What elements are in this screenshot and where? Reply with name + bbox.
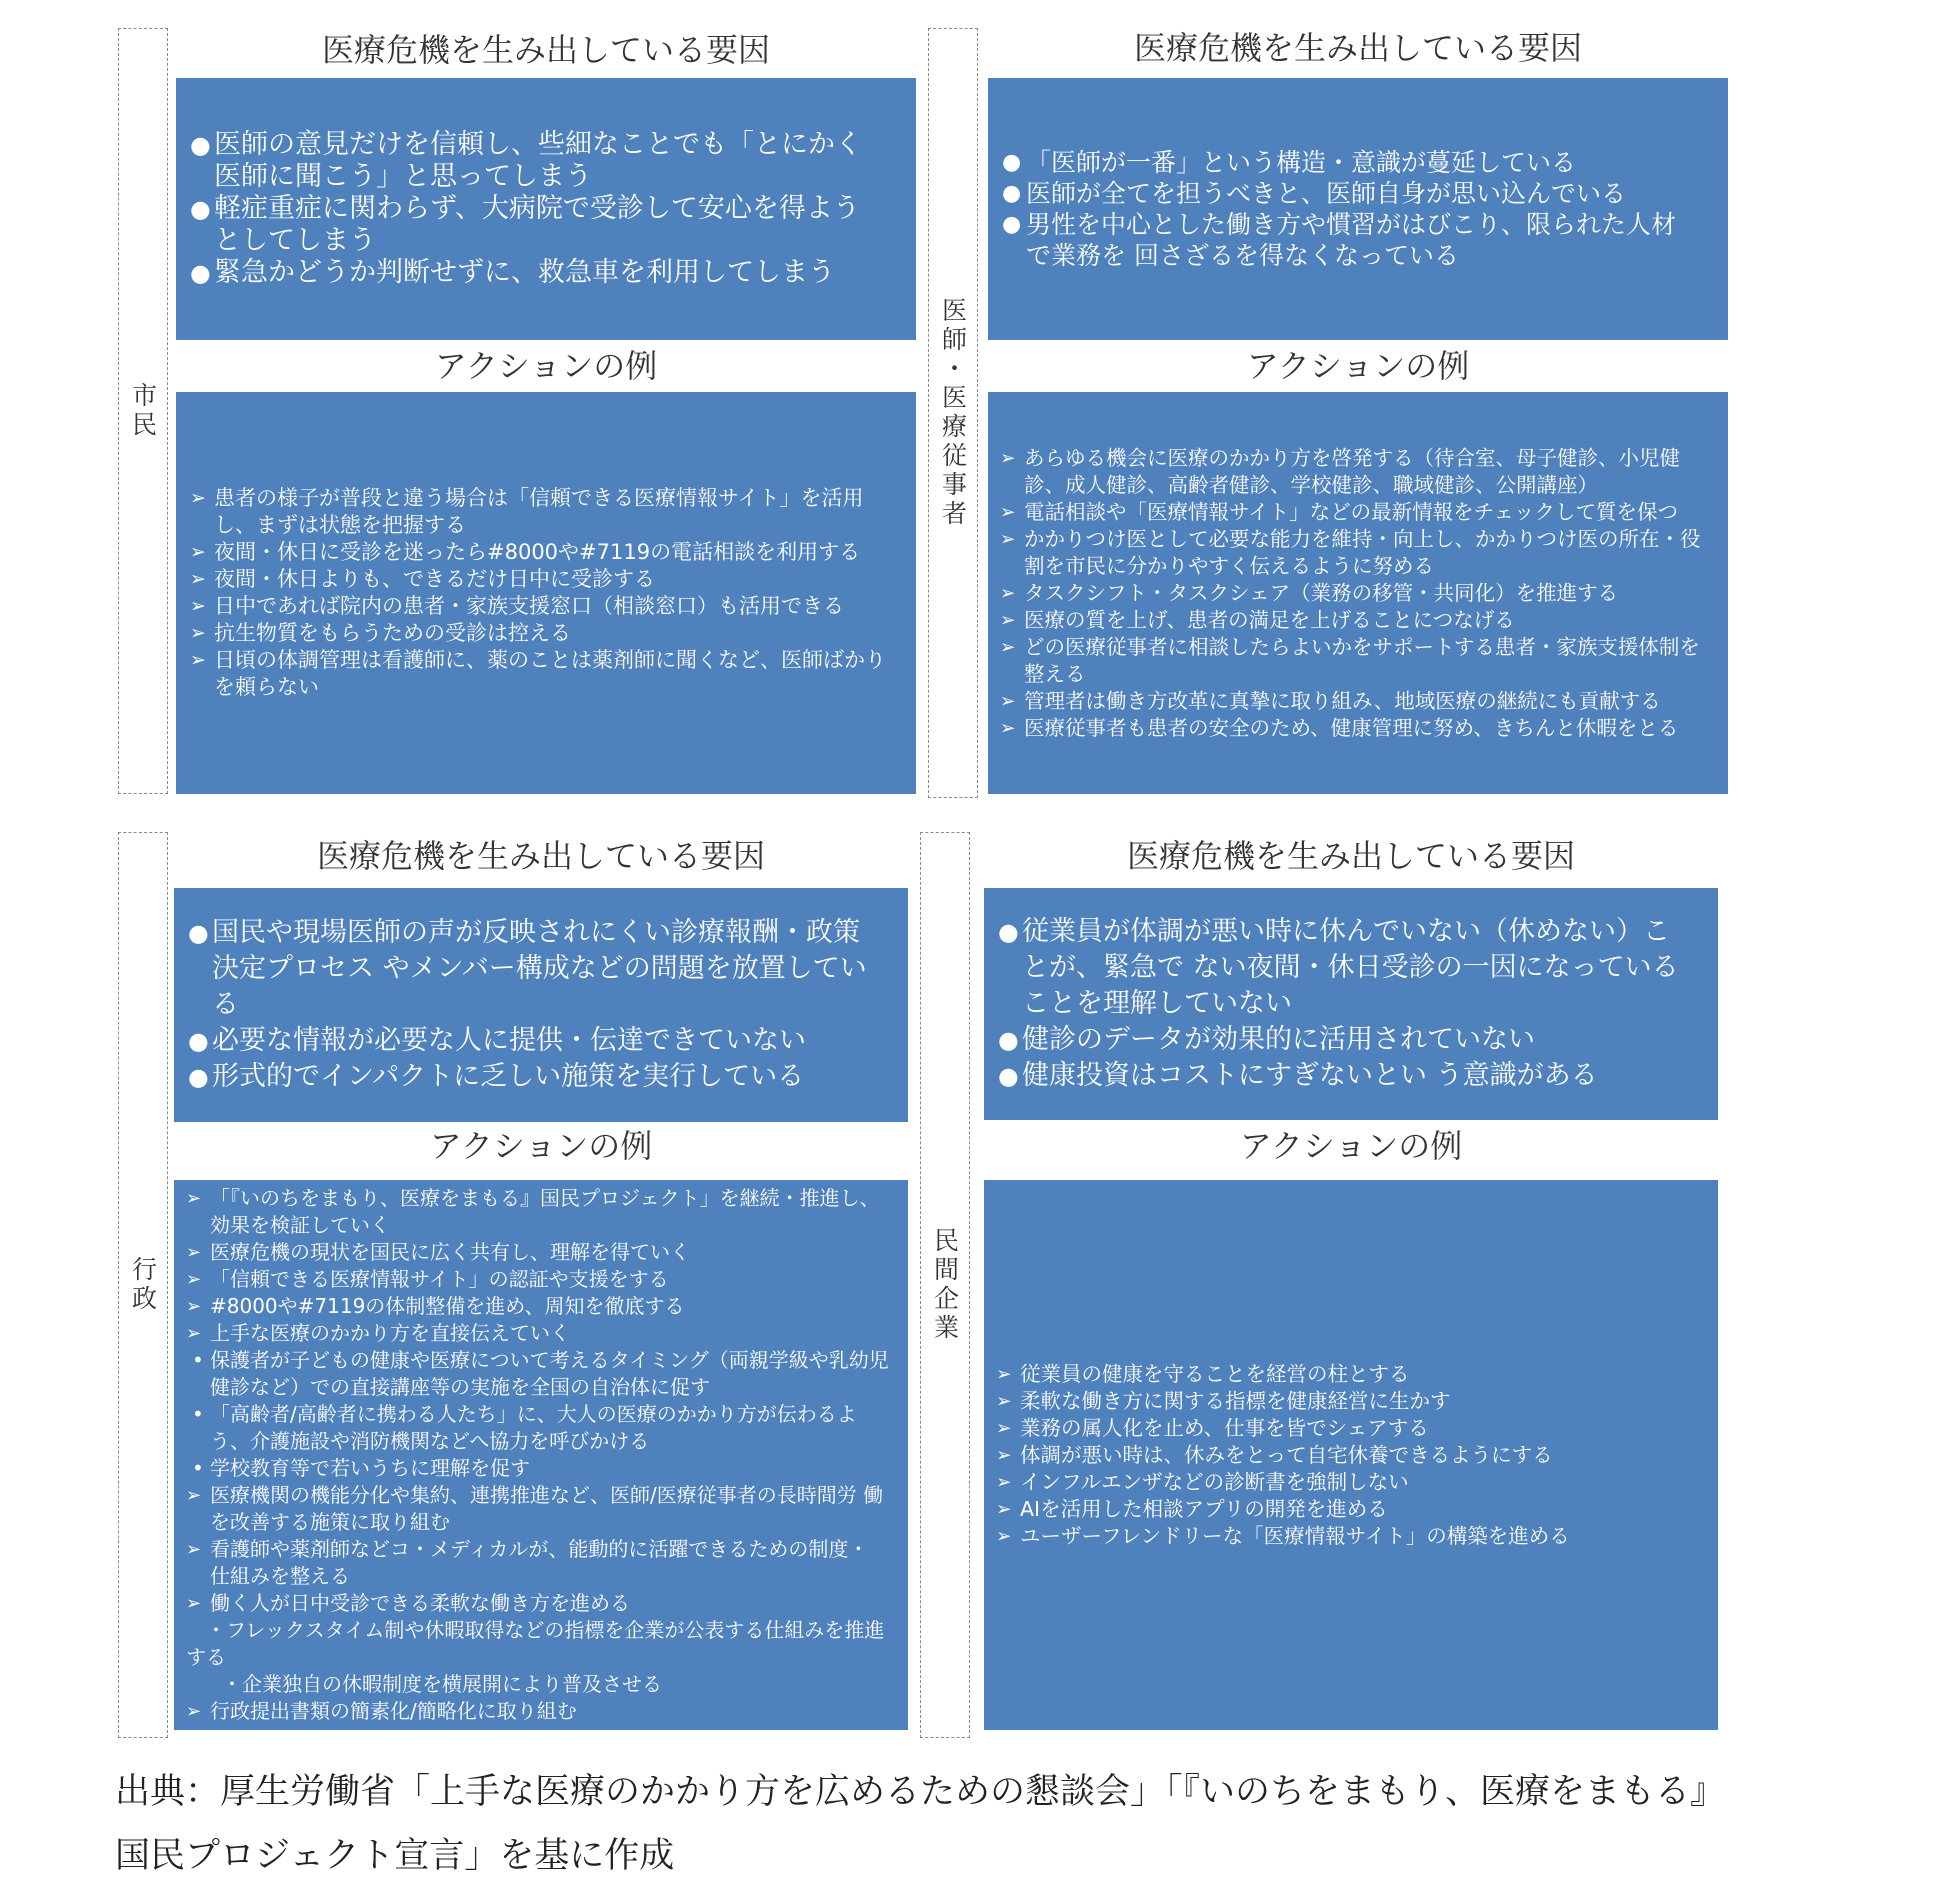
list-item: ➢ 夜間・休日よりも、できるだけ日中に受診する — [190, 566, 896, 593]
government-factors-list — [188, 915, 884, 1095]
list-item: ➢ #8000や#7119の体制整備を進め、周知を徹底する — [186, 1293, 892, 1320]
list-item: ➢ 業務の属人化を止め、仕事を皆でシェアする — [996, 1415, 1698, 1442]
list-item: ➢ 日頃の体調管理は看護師に、薬のことは薬剤師に聞くなど、医師ばかりを頼らない — [190, 647, 896, 701]
citizen-factors-list — [190, 129, 886, 289]
list-item: ➢ ユーザーフレンドリーな「医療情報サイト」の構築を進める — [996, 1523, 1698, 1550]
list-item: ➢ 医療機関の機能分化や集約、連携推進など、医師/医療従事者の長時間労 働を改善する施策に取り組む — [186, 1482, 892, 1536]
list-item: ・フレックスタイム制や休暇取得などの指標を企業が公表する仕組みを推進する — [186, 1618, 885, 1669]
source-caption-line1: 出典：厚生労働省「上手な医療のかかり方を広めるための懇談会」「『いのちをまもり、医療をまもる』 — [115, 1772, 1726, 1812]
side-label-citizen-text: 市民 — [128, 382, 158, 440]
source-caption — [115, 1760, 1855, 1888]
list-item: ➢ 医療危機の現状を国民に広く共有し、理解を得ていく — [186, 1239, 892, 1266]
list-item: ● 従業員が体調が悪い時に休んでいない（休めない）ことが、緊急で ない夜間・休日受診の一因になっていることを理解していない — [998, 914, 1694, 1022]
medical-factors-list — [1002, 147, 1698, 271]
list-item: ● 緊急かどうか判断せずに、救急車を利用してしまう — [190, 257, 886, 289]
list-item: ● 国民や現場医師の声が反映されにくい診療報酬・政策決定プロセス やメンバー構成などの問題を放置している — [188, 915, 884, 1023]
list-item: ● 男性を中心とした働き方や慣習がはびこり、限られた人材で業務を 回さざるを得なくなっている — [1002, 209, 1698, 271]
side-label-government — [118, 832, 168, 1738]
citizen-actions-title: アクションの例 — [434, 347, 658, 385]
list-item: ➢ 上手な医療のかかり方を直接伝えていく — [186, 1320, 892, 1347]
side-label-citizen — [118, 28, 168, 794]
government-actions-list — [186, 1185, 892, 1725]
list-item: ● 必要な情報が必要な人に提供・伝達できていない — [188, 1023, 884, 1059]
list-item: ➢ 行政提出書類の簡素化/簡略化に取り組む — [186, 1698, 892, 1725]
list-item: ➢ 看護師や薬剤師などコ・メディカルが、能動的に活躍できるための制度・ 仕組みを整える — [186, 1536, 892, 1590]
medical-factors-title: 医療危機を生み出している要因 — [1133, 29, 1582, 67]
list-item: ● 軽症重症に関わらず、大病院で受診して安心を得ようとしてしまう — [190, 193, 886, 257]
business-actions-title: アクションの例 — [1239, 1127, 1463, 1165]
list-item: ➢ 「『いのちをまもり、医療をまもる』国民プロジェクト」を継続・推進し、効果を検証していく — [186, 1185, 892, 1239]
government-actions-box — [174, 1180, 908, 1730]
list-item: ・企業独自の休暇制度を横展開により普及させる — [222, 1672, 662, 1696]
list-item: ● 健康投資はコストにすぎないとい う意識がある — [998, 1058, 1694, 1094]
list-item: ➢ 医療の質を上げ、患者の満足を上げることにつなげる — [1000, 607, 1710, 634]
list-item: • 「高齢者/高齢者に携わる人たち」に、大人の医療のかかり方が伝わるよう、介護施設や消防機関などへ協力を呼びかける — [186, 1401, 892, 1455]
side-label-medical — [928, 28, 978, 798]
list-item: ➢ どの医療従事者に相談したらよいかをサポートする患者・家族支援体制を整える — [1000, 634, 1710, 688]
citizen-factors-box — [176, 78, 916, 340]
citizen-factors-title: 医療危機を生み出している要因 — [321, 31, 770, 69]
list-item: ➢ インフルエンザなどの診断書を強制しない — [996, 1469, 1698, 1496]
side-label-government-text: 行政 — [128, 1256, 158, 1314]
business-factors-list — [998, 914, 1694, 1094]
list-item: ➢ 電話相談や「医療情報サイト」などの最新情報をチェックして質を保つ — [1000, 499, 1710, 526]
list-item: ➢ 日中であれば院内の患者・家族支援窓口（相談窓口）も活用できる — [190, 593, 896, 620]
government-actions-title: アクションの例 — [429, 1127, 653, 1165]
business-factors-box — [984, 888, 1718, 1120]
side-label-business-text: 民間企業 — [930, 1227, 960, 1343]
business-factors-title: 医療危機を生み出している要因 — [1126, 837, 1575, 875]
side-label-business — [920, 832, 970, 1738]
list-item: ● 健診のデータが効果的に活用されていない — [998, 1022, 1694, 1058]
citizen-actions-box — [176, 392, 916, 794]
list-item: ➢ 医療従事者も患者の安全のため、健康管理に努め、きちんと休暇をとる — [1000, 715, 1710, 742]
list-item: ➢ AIを活用した相談アプリの開発を進める — [996, 1496, 1698, 1523]
list-item: ➢ 体調が悪い時は、休みをとって自宅休養できるようにする — [996, 1442, 1698, 1469]
list-item: ➢ 柔軟な働き方に関する指標を健康経営に生かす — [996, 1388, 1698, 1415]
government-factors-box — [174, 888, 908, 1122]
list-item: ● 「医師が一番」という構造・意識が蔓延している — [1002, 147, 1698, 178]
list-item: ➢ 働く人が日中受診できる柔軟な働き方を進める — [186, 1590, 892, 1617]
side-label-medical-text: 医師・医療従事者 — [938, 297, 968, 529]
list-item: • 保護者が子どもの健康や医療について考えるタイミング（両親学級や乳幼児健診など）での直接講座等の実施を全国の自治体に促す — [186, 1347, 892, 1401]
list-item: ● 医師が全てを担うべきと、医師自身が思い込んでいる — [1002, 178, 1698, 209]
government-factors-title: 医療危機を生み出している要因 — [316, 837, 765, 875]
list-item: • 学校教育等で若いうちに理解を促す — [186, 1455, 892, 1482]
list-item: ● 形式的でインパクトに乏しい施策を実行している — [188, 1059, 884, 1095]
citizen-actions-list — [190, 485, 896, 701]
source-caption-line2: 国民プロジェクト宣言」を基に作成 — [115, 1836, 675, 1876]
medical-factors-box — [988, 78, 1728, 340]
list-item: ● 医師の意見だけを信頼し、些細なことでも「とにかく医師に聞こう」と思ってしまう — [190, 129, 886, 193]
list-item: ➢ 管理者は働き方改革に真摯に取り組み、地域医療の継続にも貢献する — [1000, 688, 1710, 715]
list-item: ➢ かかりつけ医として必要な能力を維持・向上し、かかりつけ医の所在・役割を市民に分かりやすく伝えるように努める — [1000, 526, 1710, 580]
medical-actions-list — [1000, 445, 1710, 742]
medical-actions-box — [988, 392, 1728, 794]
business-actions-box — [984, 1180, 1718, 1730]
list-item: ➢ 患者の様子が普段と違う場合は「信頼できる医療情報サイト」を活用し、まずは状態を把握する — [190, 485, 896, 539]
medical-actions-title: アクションの例 — [1246, 347, 1470, 385]
list-item: ➢ 「信頼できる医療情報サイト」の認証や支援をする — [186, 1266, 892, 1293]
list-item: ➢ 従業員の健康を守ることを経営の柱とする — [996, 1361, 1698, 1388]
business-actions-list — [996, 1361, 1698, 1550]
list-item: ➢ タスクシフト・タスクシェア（業務の移管・共同化）を推進する — [1000, 580, 1710, 607]
list-item: ➢ 夜間・休日に受診を迷ったら#8000や#7119の電話相談を利用する — [190, 539, 896, 566]
list-item: ➢ あらゆる機会に医療のかかり方を啓発する（待合室、母子健診、小児健診、成人健診、高齢者健診、学校健診、職域健診、公開講座） — [1000, 445, 1710, 499]
list-item: ➢ 抗生物質をもらうための受診は控える — [190, 620, 896, 647]
